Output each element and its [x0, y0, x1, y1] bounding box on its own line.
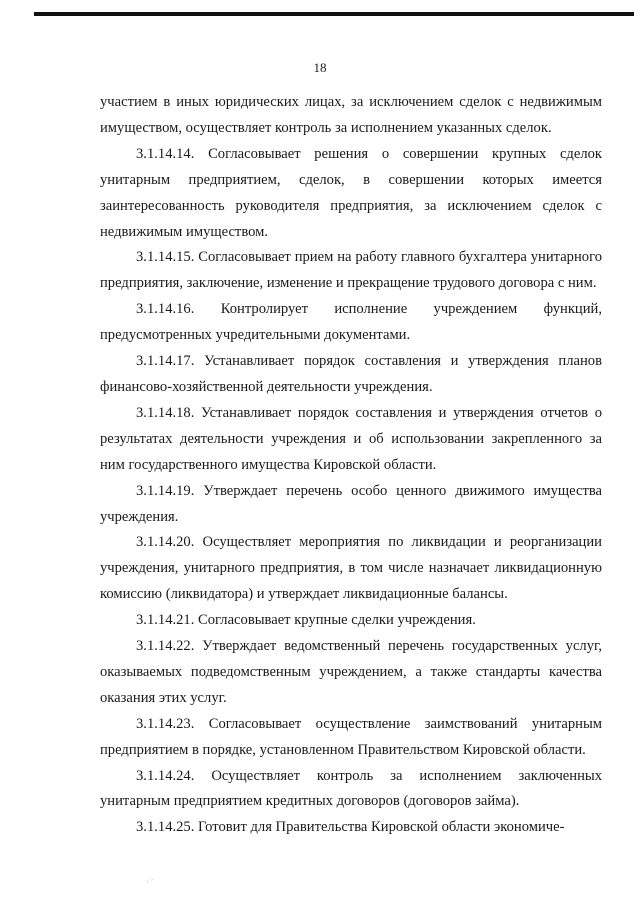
paragraph-3-1-14-22: 3.1.14.22. Утверждает ведомственный перечень государственных услуг, оказываемых подведомственным учреждением, а также стандарты качества оказания этих услуг. — [100, 638, 602, 706]
paragraph-3-1-14-25: 3.1.14.25. Готовит для Правительства Кировской области экономиче- — [136, 819, 565, 836]
page-number: 18 — [313, 60, 327, 75]
top-border-rule — [34, 12, 634, 16]
paragraph-3-1-14-18: 3.1.14.18. Устанавливает порядок составления и утверждения отчетов о результатах деятельности учреждения и об использовании закрепленного за ним государственного имущества Кировской области. — [100, 404, 602, 473]
paragraph-3-1-14-15: 3.1.14.15. Согласовывает прием на работу главного бухгалтера унитарного предприятия, заключение, изменение и прекращение трудового договора с ним. — [100, 249, 602, 292]
paragraph-3-1-14-16: 3.1.14.16. Контролирует исполнение учреждением функций, предусмотренных учредительными документами. — [100, 301, 602, 344]
paragraph-3-1-14-20: 3.1.14.20. Осуществляет мероприятия по ликвидации и реорганизации учреждения, унитарного предприятия, в том числе назначает ликвидационную комиссию (ликвидатора) и утверждает ликвидационные балансы. — [100, 534, 602, 603]
paragraph-3-1-14-17: 3.1.14.17. Устанавливает порядок составления и утверждения планов финансово-хозяйственной деятельности учреждения. — [100, 353, 602, 395]
document-body — [100, 90, 602, 841]
paragraph-continuation: участием в иных юридических лицах, за исключением сделок с недвижимым имуществом, осуществляет контроль за исполнением указанных сделок. — [100, 94, 602, 136]
paragraph-3-1-14-19: 3.1.14.19. Утверждает перечень особо ценного движимого имущества учреждения. — [100, 482, 602, 525]
paragraph-3-1-14-24: 3.1.14.24. Осуществляет контроль за исполнением заключенных унитарным предприятием кредитных договоров (договоров займа). — [100, 767, 602, 810]
scan-artifact: · ´ — [146, 878, 154, 887]
paragraph-3-1-14-21: 3.1.14.21. Согласовывает крупные сделки учреждения. — [136, 612, 476, 629]
paragraph-3-1-14-23: 3.1.14.23. Согласовывает осуществление заимствований унитарным предприятием в порядке, установленном Правительством Кировской области. — [100, 715, 602, 758]
paragraph-3-1-14-14: 3.1.14.14. Согласовывает решения о совершении крупных сделок унитарным предприятием, сделок, в совершении которых имеется заинтересованность руководителя предприятия, за исключением сделок с недвижимым имуществом. — [100, 145, 602, 240]
